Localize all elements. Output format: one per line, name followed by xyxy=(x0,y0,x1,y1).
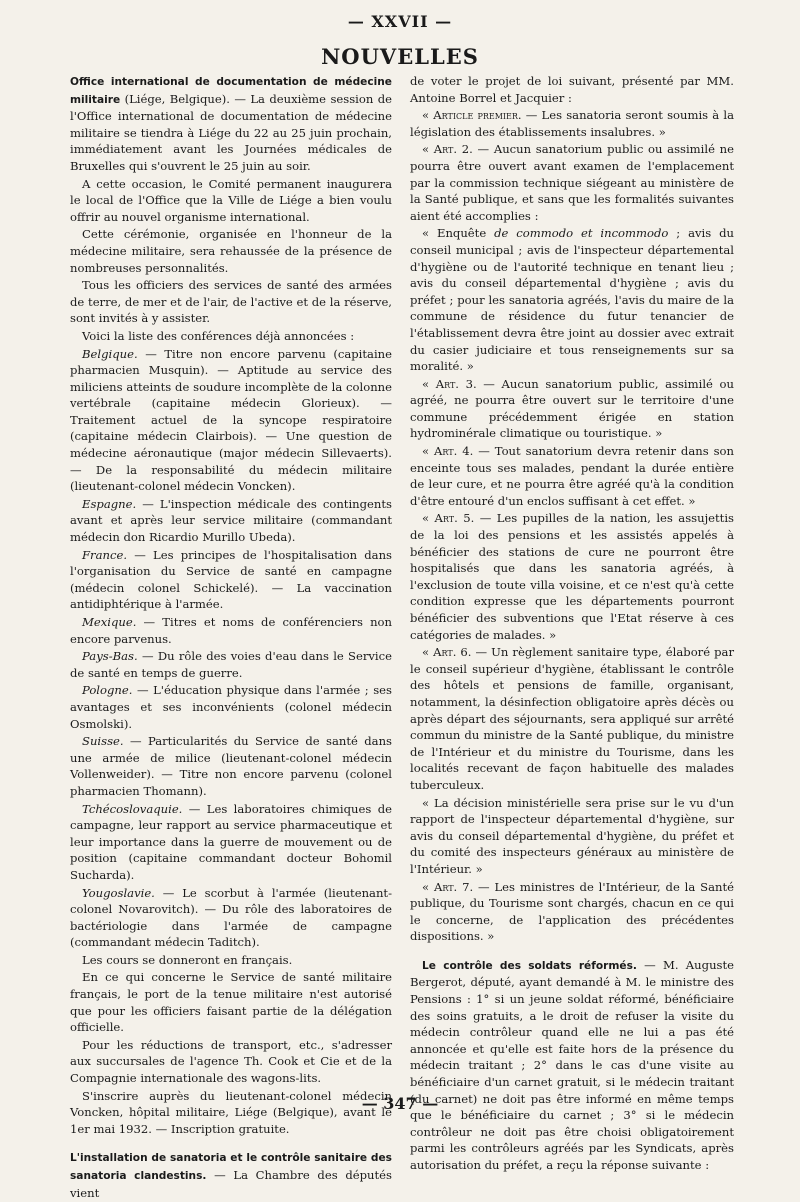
conference-entry xyxy=(70,885,392,951)
article-paragraph: Voici la liste des conférences déjà annoncées : xyxy=(82,328,355,343)
law-article xyxy=(410,141,734,224)
law-article xyxy=(410,443,734,509)
conference-text: — Les laboratoires chimiques de campagne, leur rapport au service pharmaceutique et leur importance dans la guerre de mouvement ou de position (capitaine commandant docteur Bohomil Sucharda). xyxy=(70,801,392,882)
article-paragraph: Tous les officiers des services de santé des armées de terre, de mer et de l'air, de l'active et de la réserve, sont invités à y assister. xyxy=(70,278,392,326)
right-column xyxy=(410,73,734,1175)
latin-phrase: de commodo et incommodo xyxy=(494,226,669,241)
article-text: — Un règlement sanitaire type, élaboré par le conseil supérieur d'hygiène, établissant le contrôle des hôtels et pensions de famille, organisant, notamment, la désinfection obligatoire après décès ou après départ des séjournants, sera appliqué sur arrêté commun du ministre de la Santé publique, du ministre de l'Intérieur et du ministre du Tourisme, dans les localités recevant de façon habituelle des malades tuberculeux. xyxy=(410,645,734,792)
conference-entry xyxy=(70,614,392,647)
conference-entry xyxy=(70,648,392,681)
conference-text: — Titre non encore parvenu (capitaine pharmacien Musquin). — Aptitude au service des miliciens atteints de soudure incomplète de la colonne vertébrale (capitaine médecin Glorieux). — Traitement actuel de la syncope respiratoire (capitaine médecin Clairbois). — Une question de médecine aéronautique (major médecin Sillevaerts). — De la responsabilité du médecin militaire (lieutenant-colonel médecin Voncken). xyxy=(70,346,392,494)
left-column xyxy=(70,73,392,1202)
article-paragraph: Les cours se donneront en français. xyxy=(82,952,293,967)
law-article xyxy=(410,376,734,442)
roman-page-number: — XXVII — xyxy=(347,12,453,31)
article-paragraph xyxy=(410,957,734,1174)
country-name: Espagne. xyxy=(82,496,137,511)
conference-entry xyxy=(70,346,392,495)
country-name: Suisse. xyxy=(82,734,124,749)
article-label: « Art. 6. xyxy=(422,645,472,660)
article-paragraph: Cette cérémonie, organisée en l'honneur de la médecine militaire, sera rehaussée de la présence de nombreuses personnalités. xyxy=(70,227,392,275)
law-article xyxy=(410,510,734,643)
conference-text: — L'éducation physique dans l'armée ; ses avantages et ses inconvénients (colonel médecin Osmolski). xyxy=(70,683,392,731)
article-paragraph xyxy=(70,73,392,175)
article-text: — La Chambre des députés vient xyxy=(70,1168,392,1200)
article-text: (Liége, Belgique). — La deuxième session de l'Office international de documentation de médecine militaire se tiendra à Liége du 22 au 25 juin prochain, immédiatement avant les Journées médicales de Bruxelles qui s'ouvrent le 25 juin au soir. xyxy=(70,91,392,173)
article-label: « Art. 3. xyxy=(422,376,477,391)
conference-text: — Particularités du Service de santé dans une armée de milice (lieutenant-colonel médecin Vollenweider). — Titre non encore parvenu (colonel pharmacien Thomann). xyxy=(70,734,392,798)
country-name: Yougoslavie. xyxy=(82,885,155,900)
conference-text: — Le scorbut à l'armée (lieutenant-colonel Novarovitch). — Du rôle des laboratoires de bactériologie dans l'armée de campagne (commandant médecin Taditch). xyxy=(70,885,392,950)
article-text: — M. Auguste Bergerot, député, ayant demandé à M. le ministre des Pensions : 1° si un jeune soldat réformé, bénéficiaire des soins gratuits, a le droit de refuser la visite du médecin contrôleur quand elle ne lui a pas été annoncée et qu'elle est faite hors de la présence du médecin traitant ; 2° dans le cas d'une visite au bénéficiaire d'un carnet gratuit, si le médecin traitant (du carnet) ne doit pas être informé en même temps que le bénéficiaire du carnet ; 3° si le médecin contrôleur ne doit pas être choisi obligatoirement parmi les contrôleurs agréés par les Syndicats, après autorisation du préfet, a reçu la réponse suivante : xyxy=(410,957,735,1172)
article-text: — Les sanatoria seront soumis à la législation des établissements insalubres. » xyxy=(410,108,734,139)
page-number: — 347 — xyxy=(361,1094,439,1113)
law-article xyxy=(410,644,734,793)
article-text: — Les pupilles de la nation, les assujettis de la loi des pensions et les assistés appelés à bénéficier des stations de cure ne pourront être hospitalisés que dans les sanatoria agréés, à l'exclusion de toute villa voisine, et ce n'est qu'à cette condition expresse que les départements pourront bénéficier des subventions que l'Etat réserve à ces catégories de malades. » xyxy=(410,511,734,642)
article-label: « Art. 2. xyxy=(422,142,473,157)
article-paragraph: Pour les réductions de transport, etc., s'adresser aux succursales de l'agence Th. Cook et Cie et de la Compagnie internationale des wagons-lits. xyxy=(70,1037,392,1086)
conference-text: — Titres et noms de conférenciers non encore parvenus. xyxy=(70,615,392,646)
country-name: Pologne. xyxy=(82,683,133,698)
conference-entry xyxy=(70,801,392,884)
law-article xyxy=(410,879,734,945)
article-lead: Office international de documentation de médecine militaire xyxy=(70,76,392,106)
country-name: France. xyxy=(82,547,128,562)
article-paragraph xyxy=(70,1149,392,1201)
article-paragraph: A cette occasion, le Comité permanent inaugurera le local de l'Office que la Ville de Liége a bien voulu offrir au nouvel organisme international. xyxy=(70,176,392,224)
article-paragraph: S'inscrire auprès du lieutenant-colonel médecin Voncken, hôpital militaire, Liége (Belgique), avant le 1er mai 1932. — Inscription gratuite. xyxy=(70,1088,392,1136)
conference-entry xyxy=(70,547,392,613)
article-paragraph: En ce qui concerne le Service de santé militaire français, le port de la tenue militaire n'est autorisé que pour les officiers faisant partie de la délégation officielle. xyxy=(70,970,392,1035)
article-label: « Art. 5. xyxy=(422,511,475,526)
conference-text: — Du rôle des voies d'eau dans le Service de santé en temps de guerre. xyxy=(70,649,392,680)
article-text: — Aucun sanatorium public, assimilé ou agréé, ne pourra être ouvert sur le territoire d'une commune précédemment érigée en station hydrominérale climatique ou touristique. » xyxy=(410,376,734,441)
article-paragraph: de voter le projet de loi suivant, présenté par MM. Antoine Borrel et Jacquier : xyxy=(410,74,734,105)
article-text: — Aucun sanatorium public ou assimilé ne pourra être ouvert avant examen de l'emplacement par la commission technique siégeant au ministère de la Santé publique, et sans que les formalités suivantes aient été accomplies : xyxy=(410,142,734,223)
conference-entry xyxy=(70,496,392,546)
country-name: Belgique. xyxy=(82,346,138,361)
article-lead: Le contrôle des soldats réformés. xyxy=(422,959,637,972)
conference-entry xyxy=(70,682,392,732)
article-label: « Art. 7. xyxy=(422,879,474,894)
law-article xyxy=(410,107,734,140)
article-label: « Art. 4. xyxy=(422,444,474,459)
law-article-quote: « Enquête de commodo et incommodo ; avis du conseil municipal ; avis de l'inspecteur départemental d'hygiène ou de l'autorité technique en tenant lieu ; avis du conseil départemental d'hygiène ; avis du préfet ; pour les sanatoria agréés, l'avis du maire de la commune de résidence du futur tenancier de l'établissement devra être joint au dossier avec extrait du casier judiciaire et tous renseignements sur sa moralité. » xyxy=(410,226,734,374)
article-text: — Les ministres de l'Intérieur, de la Santé publique, du Tourisme sont chargés, chacun en ce qui le concerne, de l'application des précédentes dispositions. » xyxy=(410,879,734,944)
conference-text: — L'inspection médicale des contingents avant et après leur service militaire (commandant médecin don Ricardio Murillo Ubeda). xyxy=(70,496,392,545)
conference-entry xyxy=(70,733,392,799)
law-article-quote: « La décision ministérielle sera prise sur le vu d'un rapport de l'inspecteur départemental d'hygiène, sur avis du conseil départemental d'hygiène, du préfet et du comité des inspecteurs généraux au ministère de l'Intérieur. » xyxy=(410,795,734,876)
country-name: Tchécoslovaquie. xyxy=(82,801,183,816)
country-name: Mexique. xyxy=(82,615,137,629)
conference-text: — Les principes de l'hospitalisation dans l'organisation du Service de santé en campagne (médecin colonel Schickelé). — La vaccination antidiphtérique à l'armée. xyxy=(70,547,392,612)
article-lead: L'installation de sanatoria et le contrôle sanitaire des sanatoria clandestins. xyxy=(70,1152,392,1182)
section-title: NOUVELLES xyxy=(321,44,479,69)
country-name: Pays-Bas. xyxy=(82,649,138,664)
article-text: — Tout sanatorium devra retenir dans son enceinte tous ses malades, pendant la durée entière de leur cure, et ne pourra être agréé qu'à la condition d'être entouré d'un enclos suffisant à cet effet. » xyxy=(410,444,734,508)
article-label: « Article premier. xyxy=(422,108,522,123)
